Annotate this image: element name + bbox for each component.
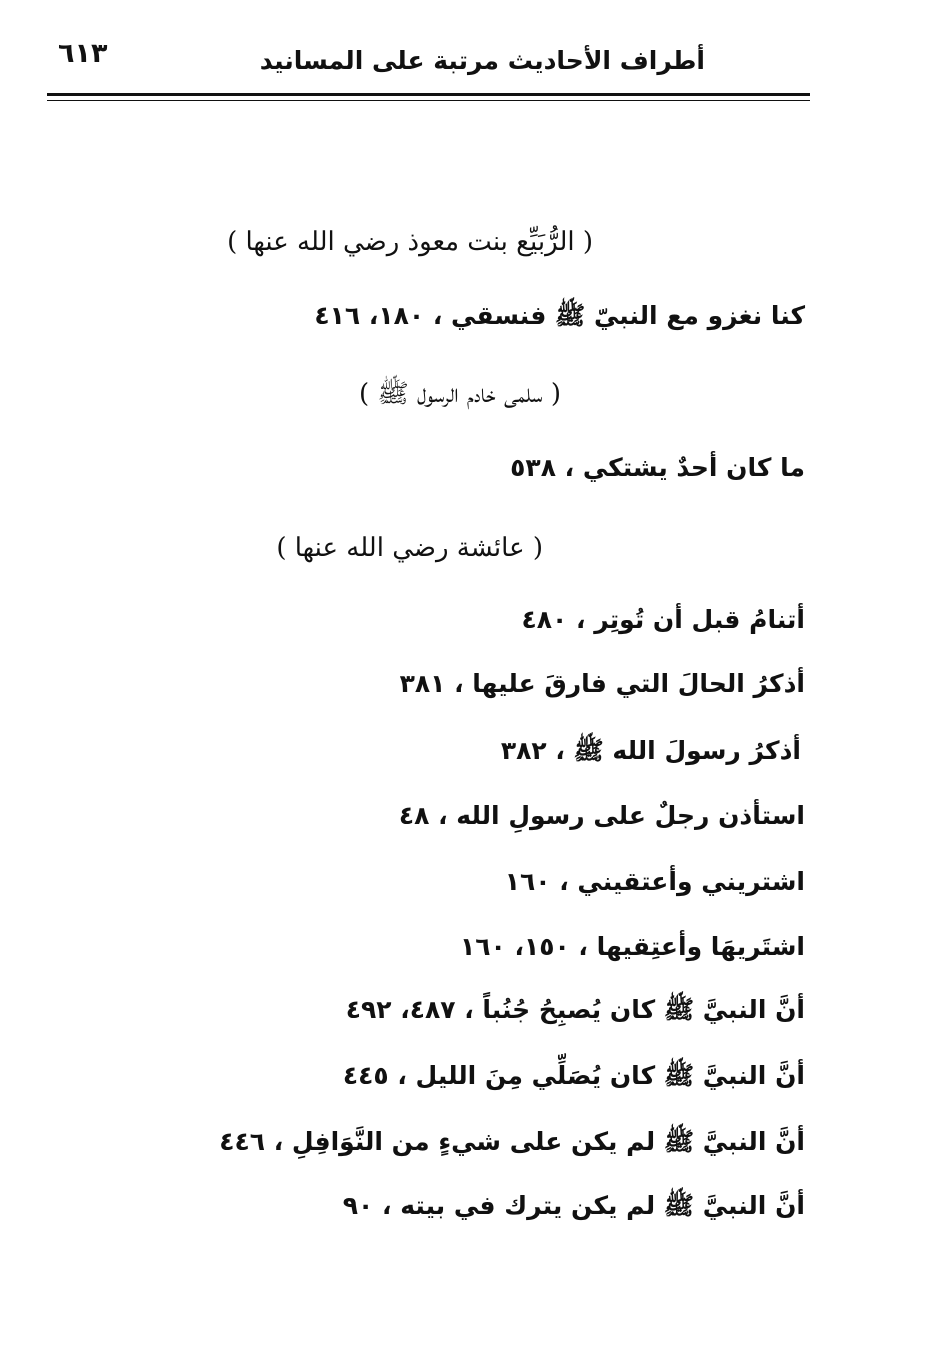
hadith-entry: أنَّ النبيَّ ﷺ كان يُصبِحُ جُنُباً ، ٤٨٧، ٤٩٢ [345,995,805,1024]
section-heading-salma: ( سلمى خادم الرسول ﷺ ) [358,379,561,409]
hadith-entry: أنَّ النبيَّ ﷺ كان يُصَلِّي مِنَ الليل ، ٤٤٥ [342,1061,805,1090]
hadith-entry: اشتَريهَا وأعتِقيها ، ١٥٠، ١٦٠ [459,932,805,961]
hadith-entry: أذكرُ رسولَ الله ﷺ ، ٣٨٢ [500,736,801,765]
hadith-entry: استأذن رجلٌ على رسولِ الله ، ٤٨ [398,801,805,830]
section-heading-aisha: ( عائشة رضي الله عنها ) [276,533,543,563]
hadith-entry: كنا نغزو مع النبيّ ﷺ فنسقي ، ١٨٠، ٤١٦ [314,301,805,330]
header-rule-thin [47,100,810,101]
header-rule-thick [47,93,810,96]
hadith-entry: اشتريني وأعتقيني ، ١٦٠ [504,867,805,896]
running-title: أطراف الأحاديث مرتبة على المسانيد [259,46,705,75]
section-heading-rubayyi: ( الرُّبَيِّع بنت معوذ رضي الله عنها ) [227,227,593,257]
hadith-entry: أنَّ النبيَّ ﷺ لم يكن يترك في بيته ، ٩٠ [342,1191,805,1220]
hadith-entry: أتنامُ قبل أن تُوتِر ، ٤٨٠ [521,605,805,634]
hadith-entry: ما كان أحدٌ يشتكي ، ٥٣٨ [510,453,805,482]
hadith-entry: أذكرُ الحالَ التي فارقَ عليها ، ٣٨١ [399,669,805,698]
page-number: ٦١٣ [58,38,108,69]
hadith-entry: أنَّ النبيَّ ﷺ لم يكن على شيءٍ من النَّوَافِلِ ، ٤٤٦ [219,1127,805,1156]
